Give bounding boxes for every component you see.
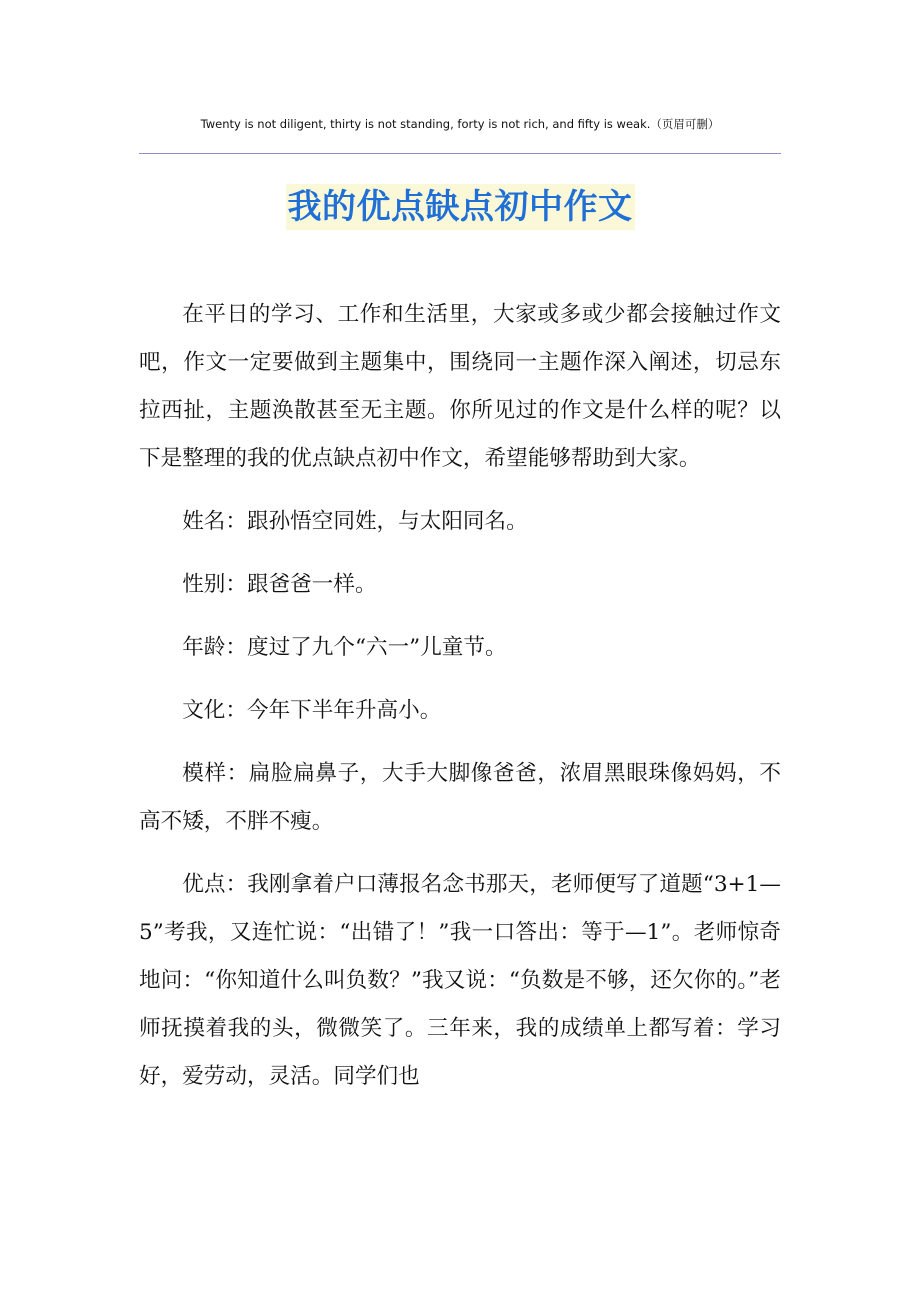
paragraph-age: 年龄：度过了九个“六一”儿童节。	[182, 635, 507, 660]
paragraph-intro: 在平日的学习、工作和生活里，大家或多或少都会接触过作文吧，作文一定要做到主题集中，围绕同一主题作深入阐述，切忌东拉西扯，主题涣散甚至无主题。你所见过的作文是什么样的呢？以下是整理的我的优点缺点初中作文，希望能够帮助到大家。	[139, 302, 781, 471]
document-title: 我的优点缺点初中作文	[286, 184, 635, 230]
header-divider	[139, 153, 781, 154]
page-header: Twenty is not diligent, thirty is not standing, forty is not rich, and fifty is weak.（页眉可删）	[200, 117, 720, 131]
paragraph-strengths: 优点：我刚拿着户口薄报名念书那天，老师便写了道题“3+1—5”考我，又连忙说：“出错了！”我一口答出：等于—1”。老师惊奇地问：“你知道什么叫负数？”我又说：“负数是不够，还欠你的。”老师抚摸着我的头，微微笑了。三年来，我的成绩单上都写着：学习好，爱劳动，灵活。同学们也	[139, 872, 781, 1089]
paragraph-name: 姓名：跟孙悟空同姓，与太阳同名。	[182, 509, 528, 534]
paragraph-appearance: 模样：扁脸扁鼻子，大手大脚像爸爸，浓眉黑眼珠像妈妈，不高不矮，不胖不瘦。	[139, 761, 781, 834]
title-container	[0, 184, 920, 230]
paragraph-gender: 性别：跟爸爸一样。	[182, 572, 377, 597]
document-body	[139, 291, 781, 1101]
paragraph-education: 文化：今年下半年升高小。	[182, 698, 442, 723]
